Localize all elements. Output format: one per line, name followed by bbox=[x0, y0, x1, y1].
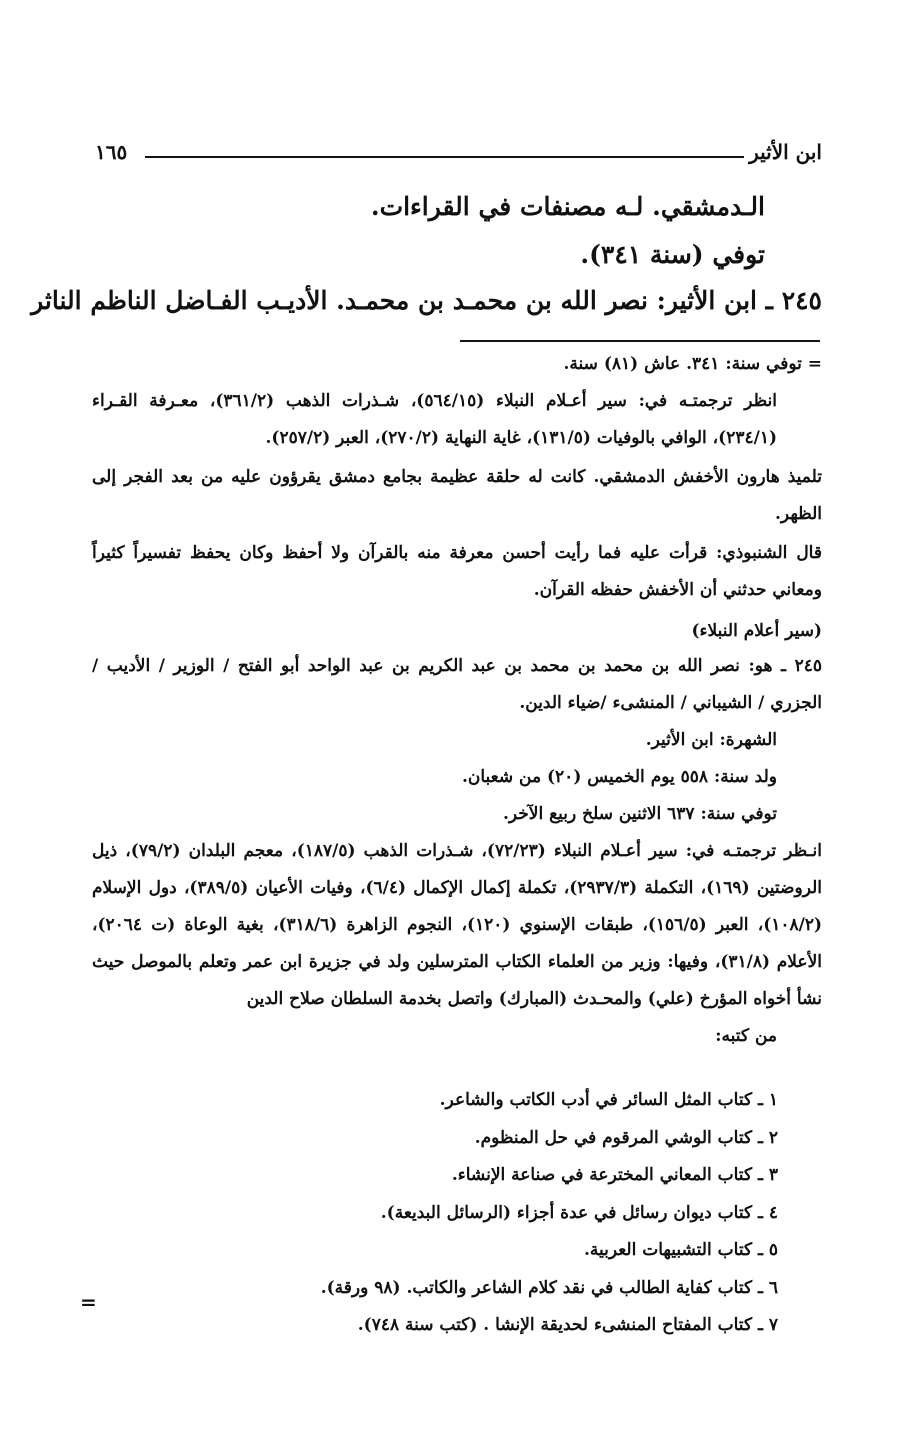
books-heading: من كتبه: bbox=[715, 1026, 777, 1046]
header-title: ابن الأثير bbox=[749, 140, 822, 164]
footnote-born: ولد سنة: ٥٥٨ يوم الخميس (٢٠) من شعبان. bbox=[461, 767, 777, 787]
list-item: ٣ ـ كتاب المعاني المخترعة في صناعة الإنشاء. bbox=[451, 1165, 778, 1185]
running-header bbox=[95, 140, 822, 176]
footnotes-previous-entry bbox=[92, 346, 822, 650]
footnote-note: تلميذ هارون الأخفش الدمشقي. كانت له حلقة عظيمة بجامع دمشق يقرؤون عليه من بعد الفجر إلى الظهر. bbox=[92, 467, 822, 524]
footnote-sources: انظر ترجمتـه في: سير أعـلام النبلاء (٥٦٤/١٥)، شـذرات الذهب (٣٦١/٢)، معـرفة القـراء (٢٣٤/١)، الوافي بالوفيات (١٣١/٥)، غاية النهاية (٢٧٠/٢)، العبر (٢٥٧/٢). bbox=[92, 391, 778, 448]
page-number: ١٦٥ bbox=[95, 140, 128, 164]
list-item: ٤ ـ كتاب ديوان رسائل في عدة أجزاء (الرسائل البديعة). bbox=[380, 1202, 778, 1223]
footnote-fame: الشهرة: ابن الأثير. bbox=[645, 730, 777, 750]
header-rule bbox=[145, 156, 744, 158]
main-text-line: الـدمشقي. لـه مصنفات في القراءات. bbox=[370, 192, 765, 221]
footnote-citation: (سير أعلام النبلاء) bbox=[691, 621, 822, 641]
footnote-death-line: = توفي سنة: ٣٤١. عاش (٨١) سنة. bbox=[563, 354, 822, 374]
list-item: ٥ ـ كتاب التشبيهات العربية. bbox=[583, 1240, 778, 1260]
footnote-sources: انـظر ترجمتـه في: سير أعـلام النبلاء (٧٢/٢٣)، شـذرات الذهب (١٨٧/٥)، معجم البلدان (٧٩/٢)، ذيل الروضتين (١٦٩)، التكملة (٢٩٣٧/٣)، تكملة إكمال الإكمال (٦/٤)، وفيات الأعيان (٣٨٩/٥)، دول الإسلام (١٠٨/٢)، العبر (١٥٦/٥)، طبقات الإسنوي (١٢٠)، النجوم الزاهرة (٣١٨/٦)، بغية الوعاة (ت ٢٠٦٤)، الأعلام (٣١/٨)، وفيها: وزير من العلماء الكتاب المترسلين ولد في جزيرة ابن عمر وتعلم بالموصل حيث نشأ أخواه المؤرخ (علي) والمحـدث (المبارك) واتصل بخدمة السلطان صلاح الدين bbox=[92, 841, 823, 1009]
continuation-mark: = bbox=[80, 1290, 97, 1314]
footnote-intro: ٢٤٥ ـ هو: نصر الله بن محمد بن محمد بن عبد الكريم بن عبد الواحد أبو الفتح / الوزير / الأديب / الجزري / الشيباني / المنشىء /ضياء الدين. bbox=[92, 656, 822, 713]
books-list bbox=[92, 1082, 778, 1345]
footnote-note: قال الشنبوذي: قرأت عليه فما رأيت أحسن معرفة منه بالقرآن ولا أحفظ وكان يحفظ تفسيراً كثيراً ومعاني حدثني أن الأخفش حفظه القرآن. bbox=[92, 543, 822, 600]
footnote-died: توفي سنة: ٦٣٧ الاثنين سلخ ربيع الآخر. bbox=[502, 804, 777, 824]
footnote-rule bbox=[460, 340, 820, 342]
main-text-line: توفي (سنة ٣٤١). bbox=[580, 240, 765, 269]
list-item: ٢ ـ كتاب الوشي المرقوم في حل المنظوم. bbox=[474, 1127, 778, 1148]
list-item: ١ ـ كتاب المثل السائر في أدب الكاتب والشاعر. bbox=[439, 1090, 778, 1110]
list-item: ٧ ـ كتاب المفتاح المنشىء لحديقة الإنشا . (كتب سنة ٧٤٨). bbox=[357, 1315, 778, 1335]
entry-heading: ٢٤٥ ـ ابن الأثير: نصر الله بن محمـد بن محمـد. الأديـب الفـاضل الناظم الناثر bbox=[31, 286, 822, 315]
footnote-entry-245 bbox=[92, 648, 822, 1055]
list-item: ٦ ـ كتاب كفاية الطالب في نقد كلام الشاعر والكاتب. (٩٨ ورقة). bbox=[320, 1277, 778, 1298]
